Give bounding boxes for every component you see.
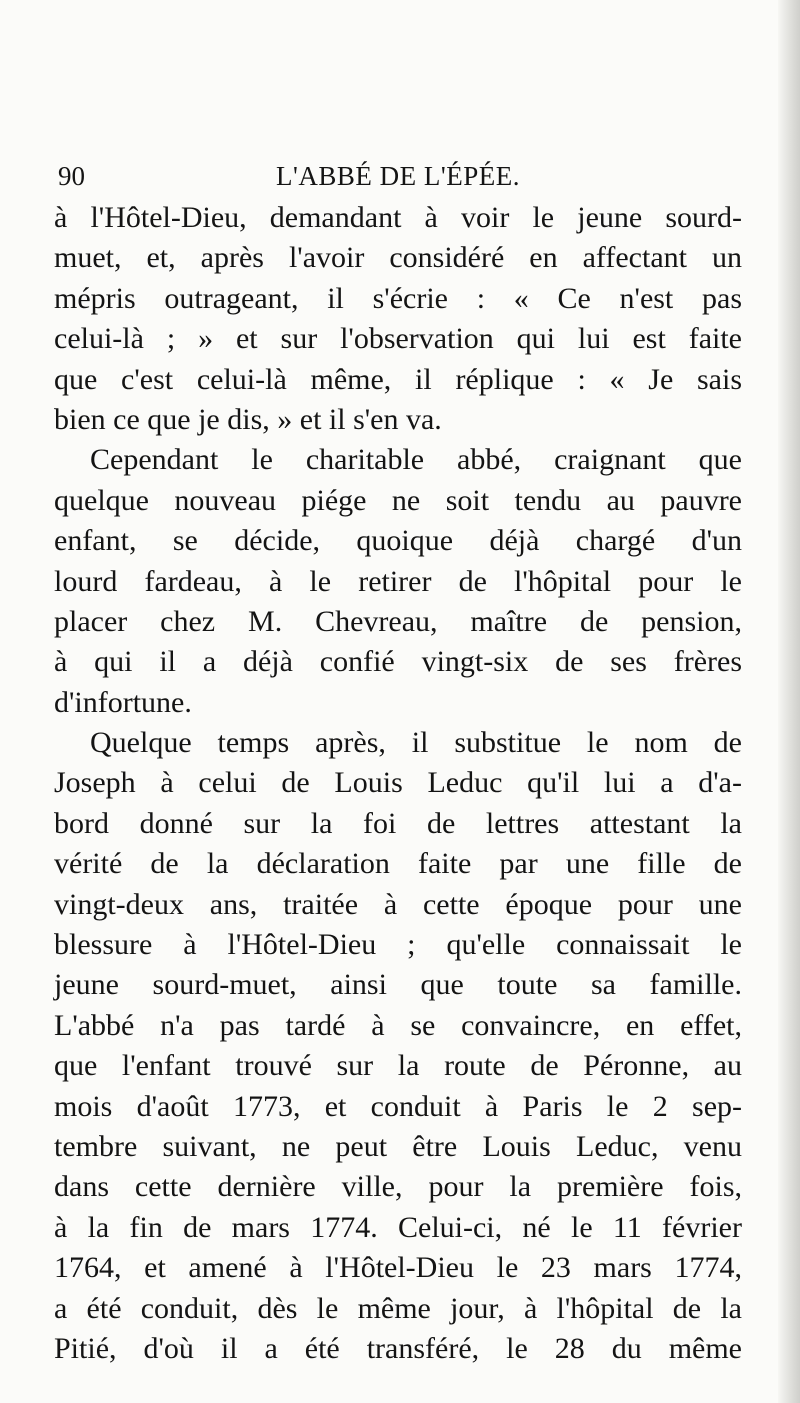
text-line: vingt-deux ans, traitée à cette époque pour une <box>54 887 742 921</box>
text-line: à qui il a déjà confié vingt-six de ses frères <box>54 645 742 679</box>
text-line: vérité de la déclaration faite par une fille de <box>54 847 742 881</box>
page-number: 90 <box>58 161 85 191</box>
text-line: bien ce que je dis, » et il s'en va. <box>54 402 442 436</box>
text-line: lourd fardeau, à le retirer de l'hôpital pour le <box>54 564 742 598</box>
text-line: dans cette dernière ville, pour la première fois, <box>54 1170 742 1204</box>
text-body <box>54 198 742 1369</box>
text-line: mépris outrageant, il s'écrie : « Ce n'est pas <box>54 281 742 315</box>
text-line: mois d'août 1773, et conduit à Paris le 2 sep- <box>54 1089 742 1123</box>
text-line: muet, et, après l'avoir considéré en affectant un <box>54 241 742 275</box>
text-line: L'abbé n'a pas tardé à se convaincre, en effet, <box>54 1008 742 1042</box>
text-line: à l'Hôtel-Dieu, demandant à voir le jeune sourd- <box>54 201 742 234</box>
text-line: Pitié, d'où il a été transféré, le 28 du même <box>54 1331 742 1365</box>
text-line: à la fin de mars 1774. Celui-ci, né le 11 février <box>54 1210 742 1244</box>
text-line: que l'enfant trouvé sur la route de Péronne, au <box>54 1049 742 1083</box>
text-line: bord donné sur la foi de lettres attestant la <box>54 806 742 840</box>
text-line: que c'est celui-là même, il réplique : « Je sais <box>54 362 742 396</box>
text-line: a été conduit, dès le même jour, à l'hôpital de la <box>54 1291 742 1325</box>
text-line: Quelque temps après, il substitue le nom de <box>90 726 742 760</box>
text-line: placer chez M. Chevreau, maître de pension, <box>54 604 742 638</box>
text-line: Joseph à celui de Louis Leduc qu'il lui a d'a- <box>54 766 742 800</box>
text-line: enfant, se décide, quoique déjà chargé d'un <box>54 524 742 558</box>
text-line: Cependant le charitable abbé, craignant que <box>90 443 742 477</box>
text-line: blessure à l'Hôtel-Dieu ; qu'elle connaissait le <box>54 928 742 962</box>
running-title: L'ABBÉ DE L'ÉPÉE. <box>276 161 520 191</box>
page-header <box>58 156 738 196</box>
text-line: quelque nouveau piége ne soit tendu au pauvre <box>54 483 742 517</box>
text-line: celui-là ; » et sur l'observation qui lui est faite <box>54 322 742 356</box>
text-line: d'infortune. <box>54 685 192 719</box>
page-edge-shadow <box>778 0 800 1403</box>
text-line: tembre suivant, ne peut être Louis Leduc, venu <box>54 1129 742 1163</box>
text-line: 1764, et amené à l'Hôtel-Dieu le 23 mars 1774, <box>54 1251 742 1285</box>
text-line: jeune sourd-muet, ainsi que toute sa famille. <box>54 968 742 1002</box>
